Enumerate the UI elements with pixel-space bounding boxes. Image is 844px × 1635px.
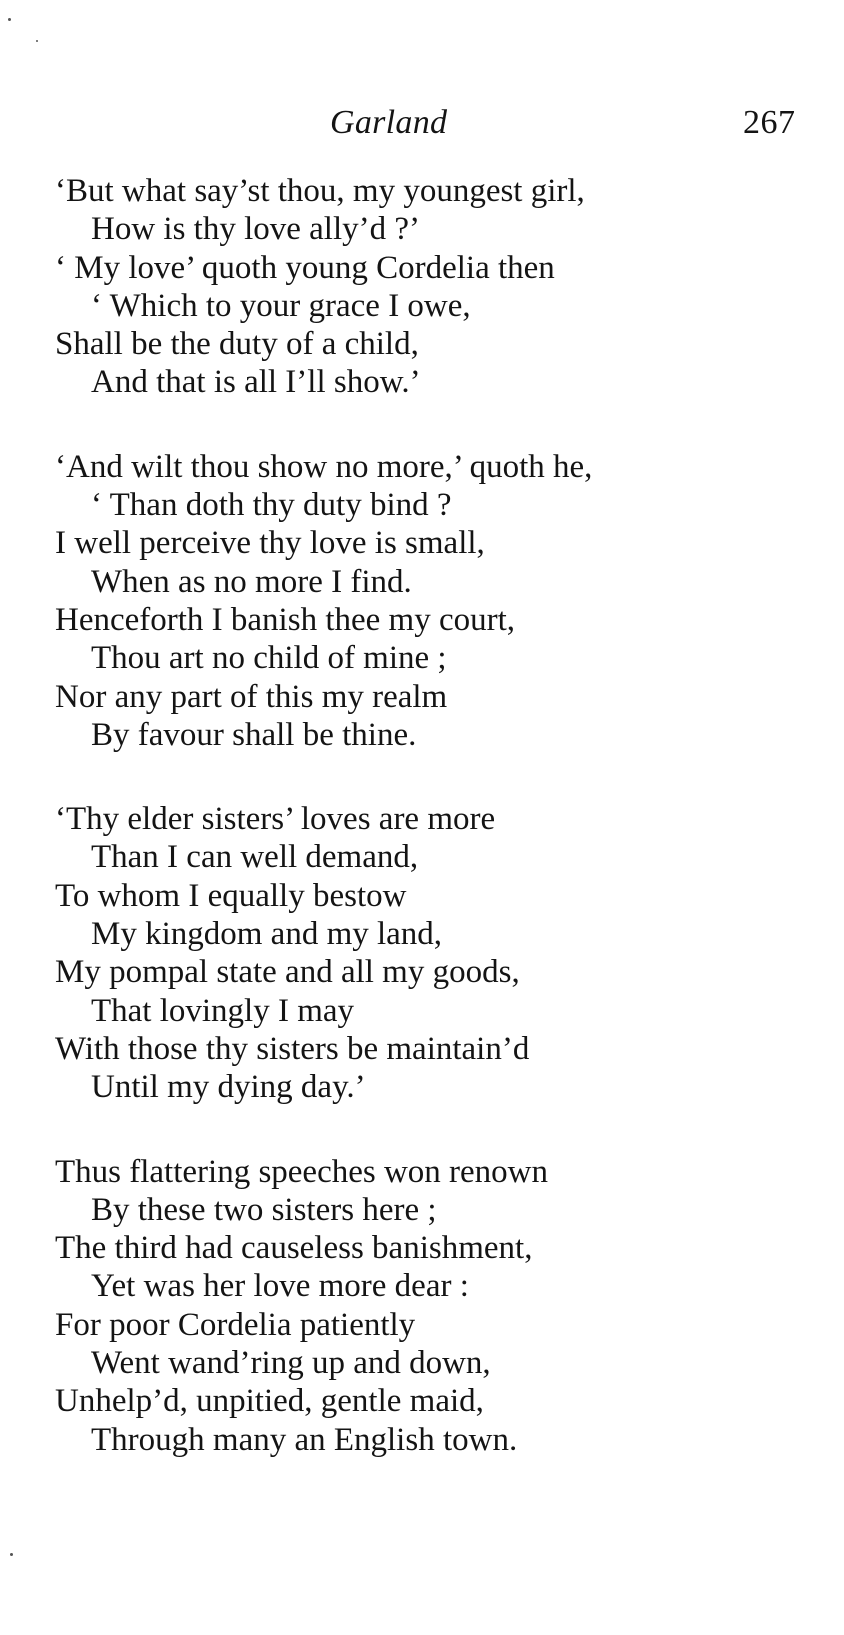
verse-line: Nor any part of this my realm: [55, 678, 448, 715]
stanza: [55, 1153, 815, 1459]
verse-line: Through many an English town.: [91, 1421, 518, 1458]
verse-line: Shall be the duty of a child,: [55, 326, 419, 363]
verse-line: For poor Cordelia patiently: [55, 1306, 416, 1343]
verse-line: With those thy sisters be maintain’d: [55, 1030, 530, 1067]
verse-line: Went wand’ring up and down,: [91, 1345, 491, 1382]
page-number: 267: [743, 104, 796, 141]
scan-speck: [10, 1553, 13, 1556]
verse-line: ‘And wilt thou show no more,’ quoth he,: [55, 448, 593, 485]
scan-speck: [36, 40, 38, 42]
verse-line: ‘ My love’ quoth young Cordelia then: [55, 249, 555, 286]
verse-line: ‘ Which to your grace I owe,: [91, 287, 471, 324]
verse-line: And that is all I’ll show.’: [91, 364, 421, 401]
stanza: [55, 448, 815, 754]
running-head: [0, 100, 844, 150]
stanza: [55, 172, 815, 402]
verse-line: How is thy love ally’d ?’: [91, 211, 421, 248]
verse-line: That lovingly I may: [91, 992, 355, 1029]
verse-line: Henceforth I banish thee my court,: [55, 601, 516, 638]
verse-line: When as no more I find.: [91, 563, 412, 600]
verse-line: Yet was her love more dear :: [91, 1268, 469, 1305]
verse-line: By these two sisters here ;: [91, 1191, 437, 1228]
verse-line: ‘ Than doth thy duty bind ?: [91, 487, 452, 524]
verse-line: Unhelp’d, unpitied, gentle maid,: [55, 1383, 484, 1420]
verse-line: Until my dying day.’: [91, 1069, 366, 1106]
verse-line: The third had causeless banishment,: [55, 1230, 533, 1267]
verse-line: ‘Thy elder sisters’ loves are more: [55, 801, 496, 838]
verse-line: My kingdom and my land,: [91, 916, 443, 953]
scan-speck: [8, 18, 11, 21]
verse-line: Than I can well demand,: [91, 839, 419, 876]
poem-body: [55, 172, 815, 1505]
stanza: [55, 800, 815, 1106]
verse-line: I well perceive thy love is small,: [55, 525, 485, 562]
verse-line: My pompal state and all my goods,: [55, 954, 520, 991]
verse-line: To whom I equally bestow: [55, 877, 407, 914]
verse-line: ‘But what say’st thou, my youngest girl,: [55, 173, 585, 209]
verse-line: By favour shall be thine.: [91, 716, 417, 753]
verse-line: Thus flattering speeches won renown: [55, 1153, 549, 1190]
running-title: Garland: [330, 104, 448, 141]
verse-line: Thou art no child of mine ;: [91, 640, 447, 677]
